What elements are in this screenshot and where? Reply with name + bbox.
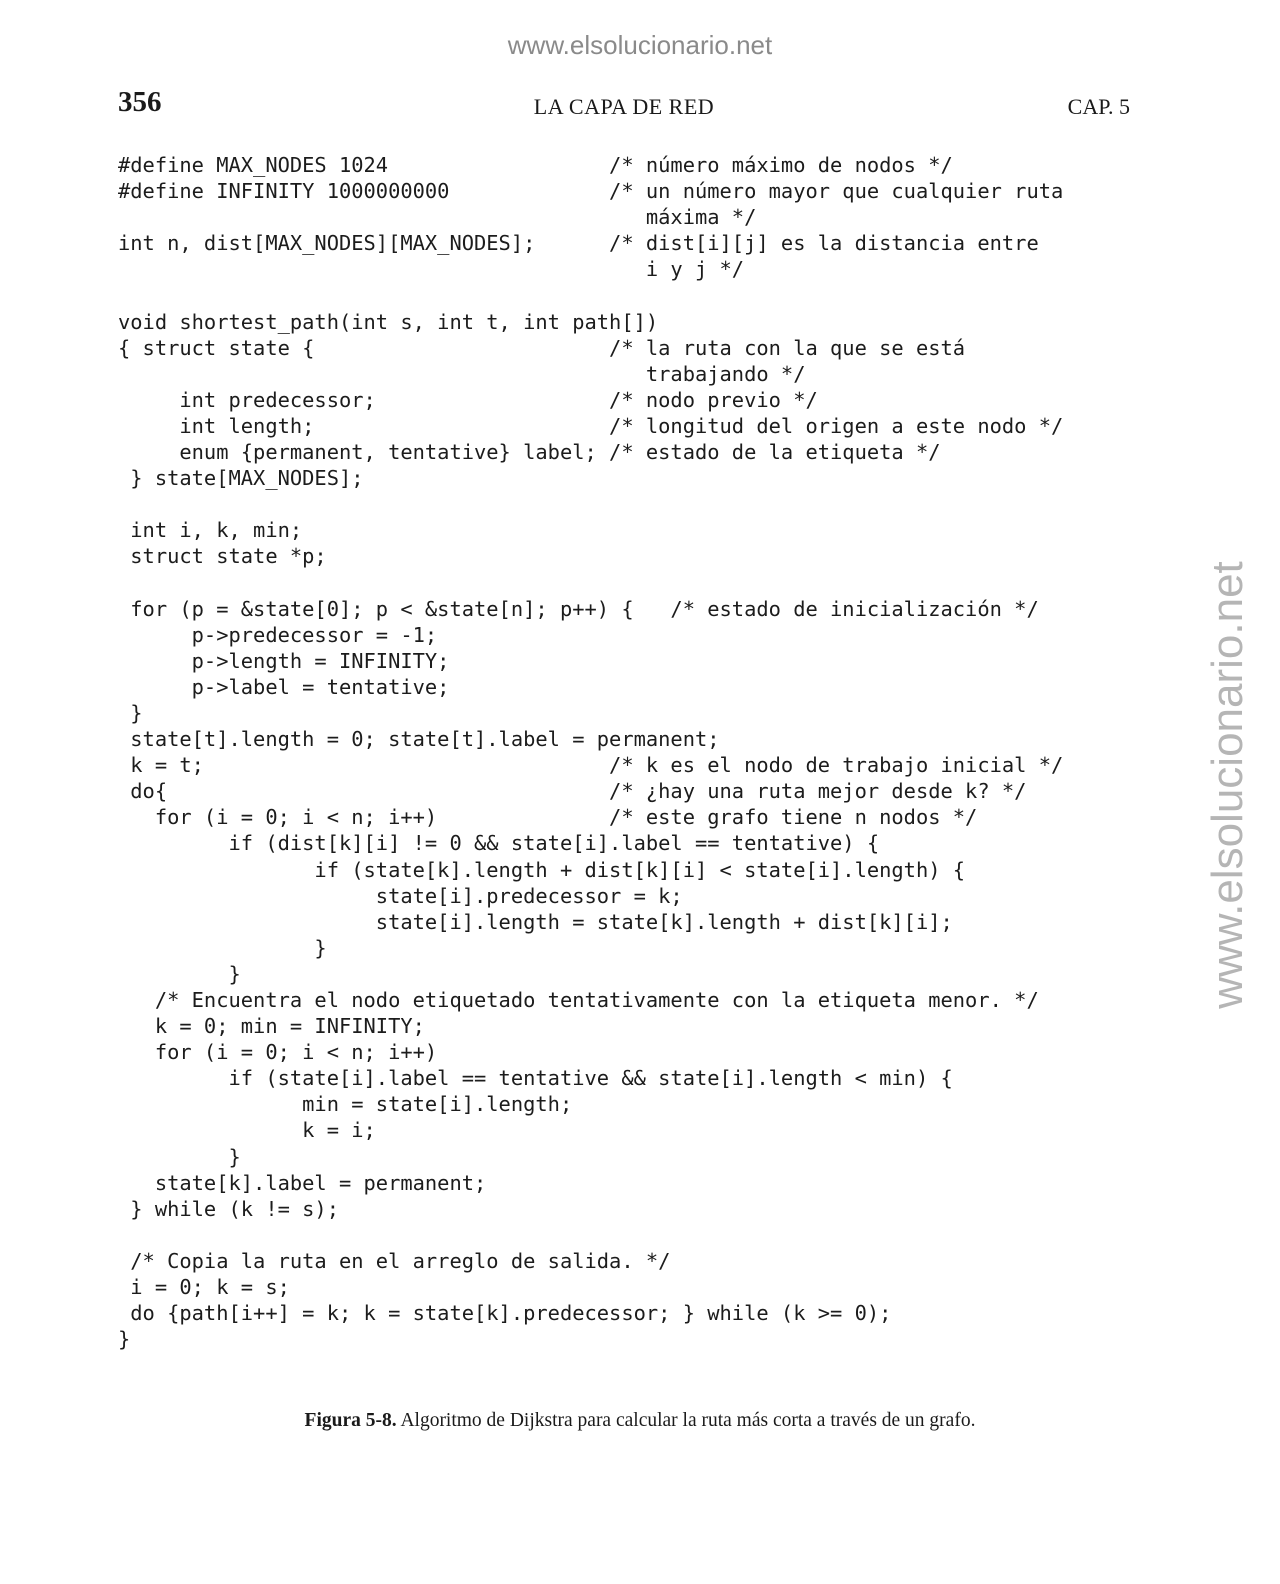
code-line: state[i].predecessor = k;: [118, 883, 683, 908]
page-header: [118, 86, 1130, 126]
code-line: k = t; /* k es el nodo de trabajo inicial */: [118, 753, 1064, 778]
code-line: struct state *p;: [118, 544, 327, 569]
code-line: do{ /* ¿hay una ruta mejor desde k? */: [118, 779, 1027, 804]
code-line: #define MAX_NODES 1024 /* número máximo de nodos */: [118, 153, 953, 177]
code-line: máxima */: [118, 205, 757, 230]
code-line: /* Copia la ruta en el arreglo de salida. */: [118, 1248, 671, 1273]
code-line: }: [118, 1144, 241, 1169]
code-line: do {path[i++] = k; k = state[k].predecessor; } while (k >= 0);: [118, 1301, 892, 1326]
code-line: int n, dist[MAX_NODES][MAX_NODES]; /* dist[i][j] es la distancia entre: [118, 231, 1039, 256]
code-line: }: [118, 961, 241, 986]
chapter-title: LA CAPA DE RED: [533, 94, 715, 119]
code-line: /* Encuentra el nodo etiquetado tentativamente con la etiqueta menor. */: [118, 988, 1039, 1012]
page-number: 356: [118, 86, 162, 118]
figure-label: Figura 5-8.: [304, 1410, 397, 1431]
code-line: void shortest_path(int s, int t, int path[]): [118, 309, 659, 334]
code-line: state[t].length = 0; state[t].label = permanent;: [118, 727, 720, 752]
code-line: state[k].label = permanent;: [118, 1170, 487, 1195]
code-line: state[i].length = state[k].length + dist[k][i];: [118, 909, 953, 934]
code-line: #define INFINITY 1000000000 /* un número mayor que cualquier ruta: [118, 179, 1064, 204]
code-line: if (dist[k][i] != 0 && state[i].label == tentative) {: [118, 831, 880, 856]
code-line: enum {permanent, tentative} label; /* estado de la etiqueta */: [118, 440, 941, 465]
code-line: for (i = 0; i < n; i++) /* este grafo tiene n nodos */: [118, 805, 978, 830]
code-listing: [118, 152, 1063, 1352]
code-line: } state[MAX_NODES];: [118, 466, 364, 491]
code-line: trabajando */: [118, 361, 806, 386]
watermark-side: www.elsolucionario.net: [1203, 561, 1252, 1009]
chapter-number: CAP. 5: [1067, 94, 1130, 119]
code-line: int length; /* longitud del origen a este nodo */: [118, 413, 1064, 438]
code-line: p->predecessor = -1;: [118, 622, 438, 647]
code-line: } while (k != s);: [118, 1196, 339, 1221]
code-line: p->label = tentative;: [118, 674, 450, 699]
code-line: for (i = 0; i < n; i++): [118, 1040, 438, 1065]
code-line: int predecessor; /* nodo previo */: [118, 387, 818, 412]
code-line: k = i;: [118, 1118, 376, 1143]
code-line: }: [118, 1327, 131, 1352]
figure-caption-text: Algoritmo de Dijkstra para calcular la ruta más corta a través de un grafo.: [400, 1410, 976, 1431]
code-line: min = state[i].length;: [118, 1092, 573, 1117]
code-line: for (p = &state[0]; p < &state[n]; p++) { /* estado de inicialización */: [118, 596, 1039, 621]
code-line: int i, k, min;: [118, 518, 303, 543]
code-line: if (state[k].length + dist[k][i] < state[i].length) {: [118, 857, 966, 882]
code-line: if (state[i].label == tentative && state[i].length < min) {: [118, 1066, 953, 1091]
code-line: }: [118, 935, 327, 960]
figure-caption: [0, 1410, 1280, 1432]
code-line: k = 0; min = INFINITY;: [118, 1014, 425, 1039]
watermark-top: www.elsolucionario.net: [507, 30, 773, 60]
code-line: p->length = INFINITY;: [118, 648, 450, 673]
code-line: i y j */: [118, 257, 745, 282]
code-line: i = 0; k = s;: [118, 1275, 290, 1300]
code-line: { struct state { /* la ruta con la que se está: [118, 335, 966, 360]
code-line: }: [118, 700, 143, 725]
